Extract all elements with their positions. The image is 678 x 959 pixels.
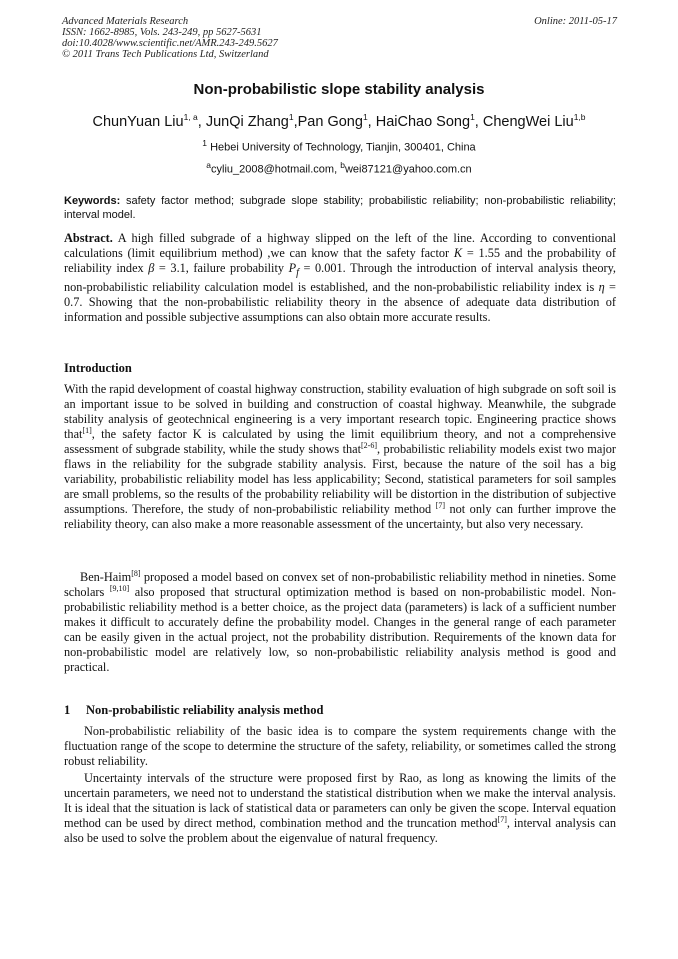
section-1-heading (64, 703, 323, 718)
paragraph-text: , interval analysis can also be used to solve the problem about the eigenvalue of natural frequency. (64, 816, 616, 845)
doi-line: doi:10.4028/www.scientific.net/AMR.243-249.5627 (62, 38, 278, 49)
author-affil-mark: 1 (470, 112, 475, 122)
author-affil-mark: 1,b (573, 112, 586, 122)
author-affil-mark: 1 (288, 112, 294, 122)
author-separator: , (367, 113, 376, 130)
author-emails (0, 160, 678, 176)
email-a: cyliu_2008@hotmail.com, (211, 163, 341, 176)
author-separator: , (293, 113, 298, 130)
paper-title: Non-probabilistic slope stability analysis (193, 81, 485, 98)
section-number: 1 (64, 703, 71, 717)
issn-line: ISSN: 1662-8985, Vols. 243-249, pp 5627-5631 (62, 27, 262, 38)
affiliation-text: Hebei University of Technology, Tianjin, 300401, China (210, 141, 476, 154)
author-name: ChengWei Liu (482, 113, 574, 130)
introduction-paragraph-2 (64, 570, 616, 675)
author-separator: , (474, 113, 483, 130)
paragraph-text: With the rapid development of coastal highway construction, stability evaluation of high subgrade on soft soil is an important issue to be solved in building and construction of coastal highway. Meanwhile, the subgrade stability analysis of geotechnical engineering is a very important research topic. Engineering practice shows that (64, 382, 616, 441)
keywords (64, 194, 616, 222)
section-1-paragraph-1: Non-probabilistic reliability of the basic idea is to compare the system requirements change with the fluctuation range of the scope to determine the structure of the safety, reliability, or sometimes called the strong robust reliability. (64, 724, 616, 768)
var-eta: η (598, 280, 605, 295)
email-b: wei87121@yahoo.com.cn (344, 163, 472, 176)
paragraph-text: not only can further improve the reliability theory, can also make a more reasonable assessment of the uncertainty, but also very necessary. (64, 502, 616, 531)
author-affil-mark: 1, a (183, 112, 198, 122)
author-list (0, 112, 678, 130)
citation: [7] (435, 500, 445, 510)
paragraph-text: Ben-Haim (80, 570, 132, 584)
abstract-text: = 3.1, failure probability (154, 261, 289, 275)
var-pf: P (288, 261, 297, 275)
var-k: K (453, 246, 463, 260)
author-separator: , (197, 113, 206, 130)
introduction-heading: Introduction (64, 361, 132, 375)
citation: [8] (131, 568, 141, 578)
paragraph-text: , the safety factor K is calculated by using the limit equilibrium theory, and not a comprehensive assessment of subgrade stability, while the study shows that (64, 427, 616, 456)
abstract-text: = 1.55 and the probability of reliability index (64, 246, 616, 275)
keywords-text: safety factor method; subgrade slope stability; probabilistic reliability; non-probabilistic reliability; interval model. (64, 195, 616, 221)
abstract-label: Abstract. (64, 231, 113, 245)
author-name: HaiChao Song (375, 113, 471, 130)
online-date: Online: 2011-05-17 (534, 16, 617, 27)
abstract-text: = 0.001. Through the introduction of interval analysis theory, non-probabilistic reliability calculation model is established, and the non-probabilistic reliability index is (64, 261, 616, 295)
email-mark-a: a (206, 160, 212, 170)
section-title: Non-probabilistic reliability analysis method (86, 703, 324, 717)
copyright-line: © 2011 Trans Tech Publications Ltd, Switzerland (62, 49, 269, 60)
var-beta: β (148, 261, 155, 275)
citation: [9,10] (109, 583, 130, 593)
abstract-text: A high filled subgrade of a highway slipped on the left of the line. According to conventional calculations (limit equilibrium method) ,we can know that the safety factor (64, 231, 616, 260)
citation: [1] (82, 425, 92, 435)
affiliation (0, 138, 678, 154)
introduction-paragraph-1 (64, 382, 616, 532)
paragraph-text: Uncertainty intervals of the structure were proposed first by Rao, as long as knowing the limits of the uncertain parameters, we need not to understand the statistical distribution when we make the interval analysis. It is ideal that the situation is lack of statistical data or parameters can only be given the scope. Interval equation method can be used by direct method, combination method and the truncation method (64, 771, 616, 830)
keywords-label: Keywords: (64, 195, 121, 207)
journal-header (62, 16, 617, 60)
var-pf-subscript: f (296, 267, 299, 279)
paragraph-text: proposed a model based on convex set of non-probabilistic reliability method in nineties. Some scholars (64, 570, 616, 599)
paragraph-text: , probabilistic reliability models exist two major flaws in the reliability for the subgrade stability analysis. First, because the nature of the soil has a big variability, probabilistic reliability model has less applicability; Second, statistical parameters for soil samples are small problems, so the results of the probability reliability will be distortion in the distribution of subjective assumptions. Therefore, the study of non-probabilistic reliability method (64, 442, 616, 516)
section-1-paragraph-2 (64, 771, 616, 846)
author-name: Pan Gong (297, 113, 363, 130)
author-affil-mark: 1 (362, 112, 368, 122)
abstract (64, 231, 616, 325)
affiliation-mark: 1 (202, 138, 208, 148)
citation: [7] (497, 814, 507, 824)
email-mark-b: b (340, 160, 345, 170)
citation: [2-6] (361, 440, 378, 450)
paragraph-text: also proposed that structural optimization method is based on non-probabilistic model. Non-probabilistic reliability method is a better choice, as the project data (parameters) is lack of a sufficient number makes it difficult to accurately define the probability model. Changes in the general range of each parameter can be easily given in the actual project, not the probability distribution. Requirements of the known data for non-probabilistic model are relatively low, so non-probabilistic reliability analysis method is good and practical. (64, 585, 617, 674)
abstract-text: = 0.7. Showing that the non-probabilistic reliability theory in the absence of adequate data distribution of information and possible subjective assumptions can also obtain more accurate results. (64, 280, 616, 325)
journal-name: Advanced Materials Research (62, 16, 189, 27)
author-name: JunQi Zhang (205, 113, 289, 130)
author-name: ChunYuan Liu (92, 113, 184, 130)
